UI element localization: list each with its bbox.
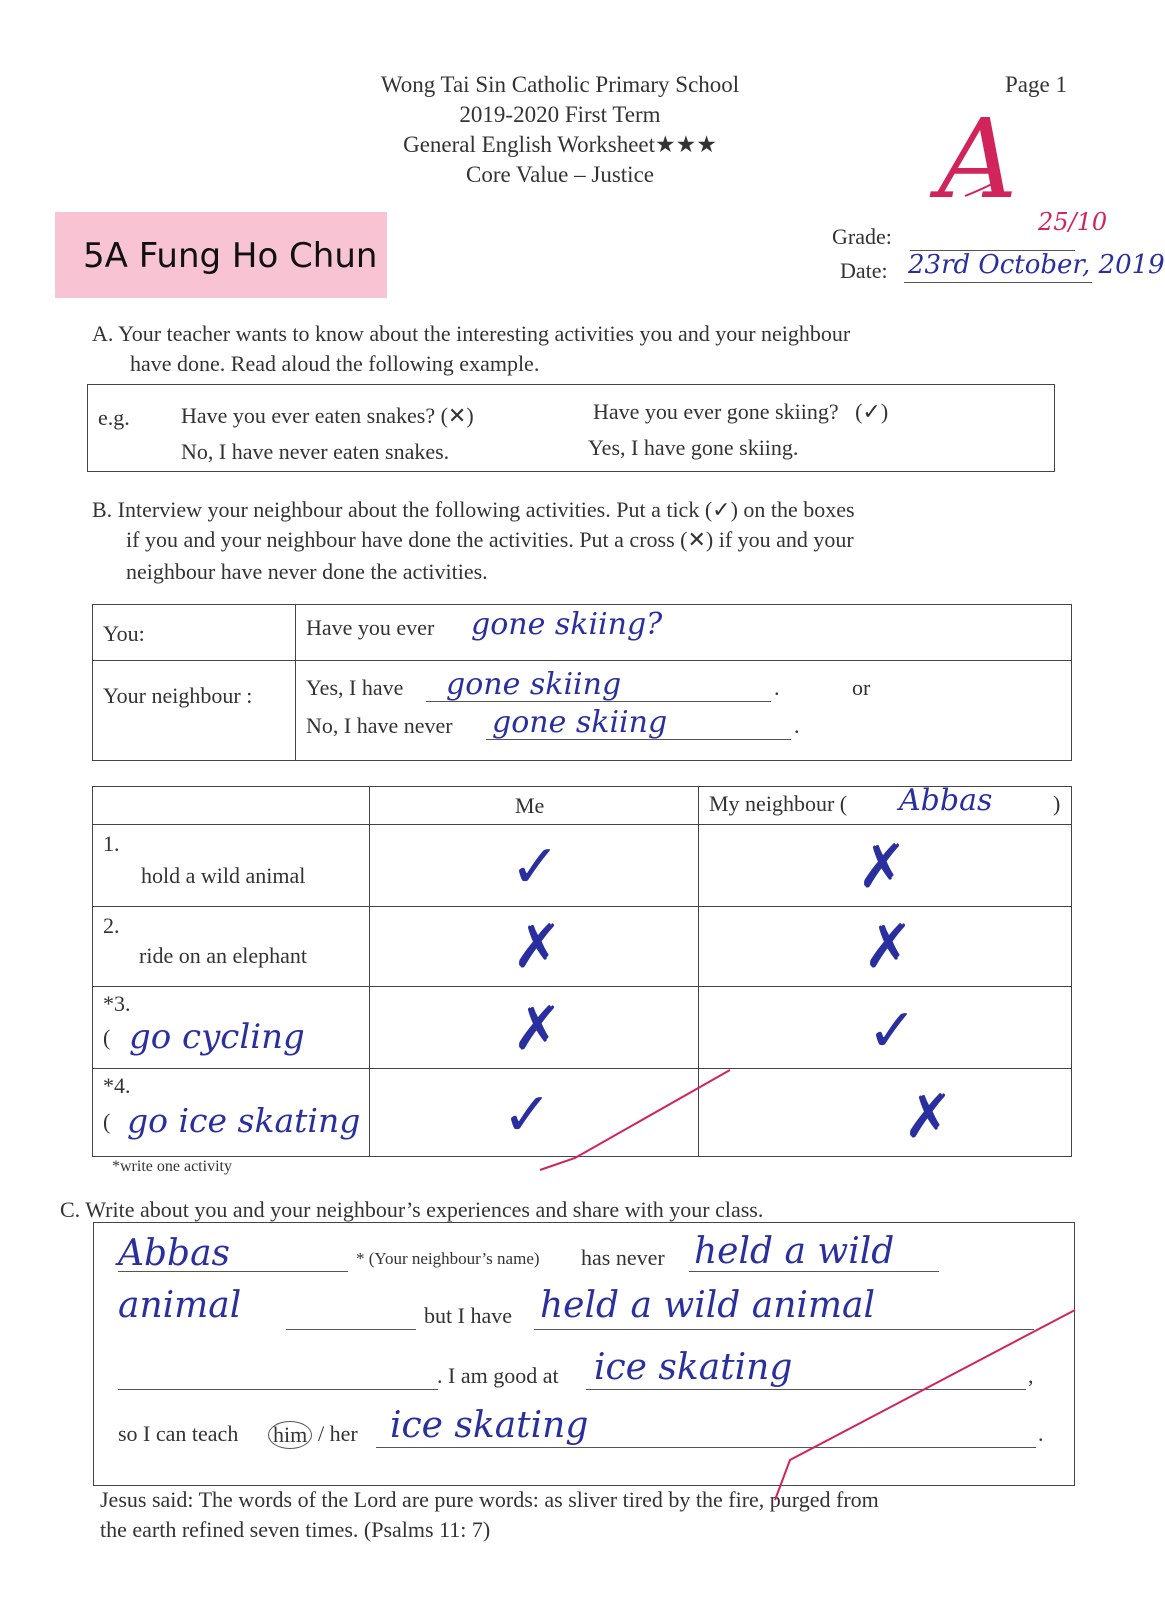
you-label: You:: [103, 621, 145, 646]
student-name: 5A Fung Ho Chun: [83, 236, 378, 276]
example-answer-1: No, I have never eaten snakes.: [181, 439, 450, 464]
red-tick-section-b: [540, 1070, 730, 1170]
neighbour-mark: ✗: [903, 1082, 954, 1152]
c-teach-answer: ice skating: [390, 1405, 589, 1446]
footnote: *write one activity: [112, 1158, 232, 1175]
core-value: Core Value – Justice: [465, 162, 654, 187]
example-question-1: Have you ever eaten snakes? (✕): [181, 403, 474, 428]
grade-flourish: [965, 184, 992, 196]
page-number: Page 1: [1005, 72, 1067, 97]
worksheet-title: General English Worksheet★★★: [403, 132, 717, 157]
section-a-line1: A. Your teacher wants to know about the interesting activities you and your neighbour: [92, 321, 851, 346]
yes-prompt: Yes, I have: [306, 675, 404, 700]
neighbour-mark: ✗: [857, 832, 908, 902]
me-mark: ✗: [512, 912, 563, 982]
c-name-hint: * (Your neighbour’s name): [356, 1249, 540, 1268]
no-period: .: [794, 713, 800, 738]
row-number: 2.: [103, 913, 120, 938]
quote-line1: Jesus said: The words of the Lord are pure words: as sliver tired by the fire, purged from: [100, 1487, 879, 1512]
neighbour-name: Abbas: [899, 783, 993, 818]
row-activity: ride on an elephant: [139, 943, 307, 968]
eg-label: e.g.: [98, 405, 130, 430]
row-number: 1.: [103, 831, 120, 856]
yes-answer: gone skiing: [446, 667, 622, 702]
neighbour-label: Your neighbour :: [103, 683, 253, 708]
or-label: or: [852, 675, 871, 700]
no-answer: gone skiing: [492, 705, 668, 740]
red-tick-section-c: [775, 1310, 1075, 1500]
c-comma: ,: [1028, 1363, 1034, 1388]
c-her: / her: [318, 1421, 358, 1446]
section-b-line2: if you and your neighbour have done the activities. Put a cross (✕) if you and your: [126, 527, 854, 552]
col-me: Me: [515, 793, 545, 818]
c-never-answer-2: animal: [118, 1285, 242, 1326]
c-never-answer-1: held a wild: [694, 1231, 895, 1272]
date-value: 23rd October, 2019: [908, 250, 1165, 280]
me-mark: ✓: [502, 1080, 553, 1150]
row-open-paren: (: [103, 1109, 111, 1134]
you-prompt: Have you ever: [306, 615, 435, 640]
c-but-i-have: but I have: [424, 1303, 512, 1328]
section-b-line1: B. Interview your neighbour about the following activities. Put a tick (✓) on the boxes: [92, 497, 855, 522]
neighbour-mark: ✗: [863, 912, 914, 982]
col-close-paren: ): [1053, 791, 1061, 816]
row-activity: go cycling: [129, 1017, 305, 1057]
example-answer-2: Yes, I have gone skiing.: [588, 435, 799, 460]
grade-mark: A: [938, 95, 1018, 223]
example-question-2: Have you ever gone skiing? (✓): [593, 399, 889, 424]
c-him-circled: him: [268, 1421, 312, 1449]
row-number: *3.: [103, 991, 131, 1016]
term: 2019-2020 First Term: [459, 102, 661, 127]
c-have-answer: held a wild animal: [540, 1285, 876, 1326]
c-has-never: has never: [581, 1245, 665, 1270]
quote-line2: the earth refined seven times. (Psalms 11: 7): [100, 1517, 491, 1542]
row-activity: hold a wild animal: [141, 863, 306, 888]
no-prompt: No, I have never: [306, 713, 453, 738]
grade-label: Grade:: [832, 224, 892, 249]
c-name-answer: Abbas: [118, 1233, 231, 1274]
neighbour-mark: ✓: [867, 996, 918, 1066]
section-c-title: C. Write about you and your neighbour’s experiences and share with your class.: [60, 1197, 764, 1222]
row-number: *4.: [103, 1073, 131, 1098]
me-mark: ✓: [510, 832, 561, 902]
yes-period: .: [774, 675, 780, 700]
c-good-answer: ice skating: [594, 1347, 793, 1388]
row-activity: go ice skating: [127, 1101, 361, 1140]
section-a-line2: have done. Read aloud the following example.: [130, 351, 540, 376]
c-period: .: [1038, 1421, 1044, 1446]
row-open-paren: (: [103, 1025, 111, 1050]
teacher-date: 25/10: [1038, 208, 1108, 236]
date-label: Date:: [840, 258, 888, 283]
me-mark: ✗: [512, 994, 563, 1064]
section-b-line3: neighbour have never done the activities.: [126, 559, 488, 584]
c-so-teach: so I can teach: [118, 1421, 239, 1446]
col-neighbour: My neighbour (: [709, 791, 848, 816]
c-good-at: . I am good at: [437, 1363, 559, 1388]
school-name: Wong Tai Sin Catholic Primary School: [380, 72, 740, 97]
you-answer: gone skiing?: [471, 607, 663, 642]
